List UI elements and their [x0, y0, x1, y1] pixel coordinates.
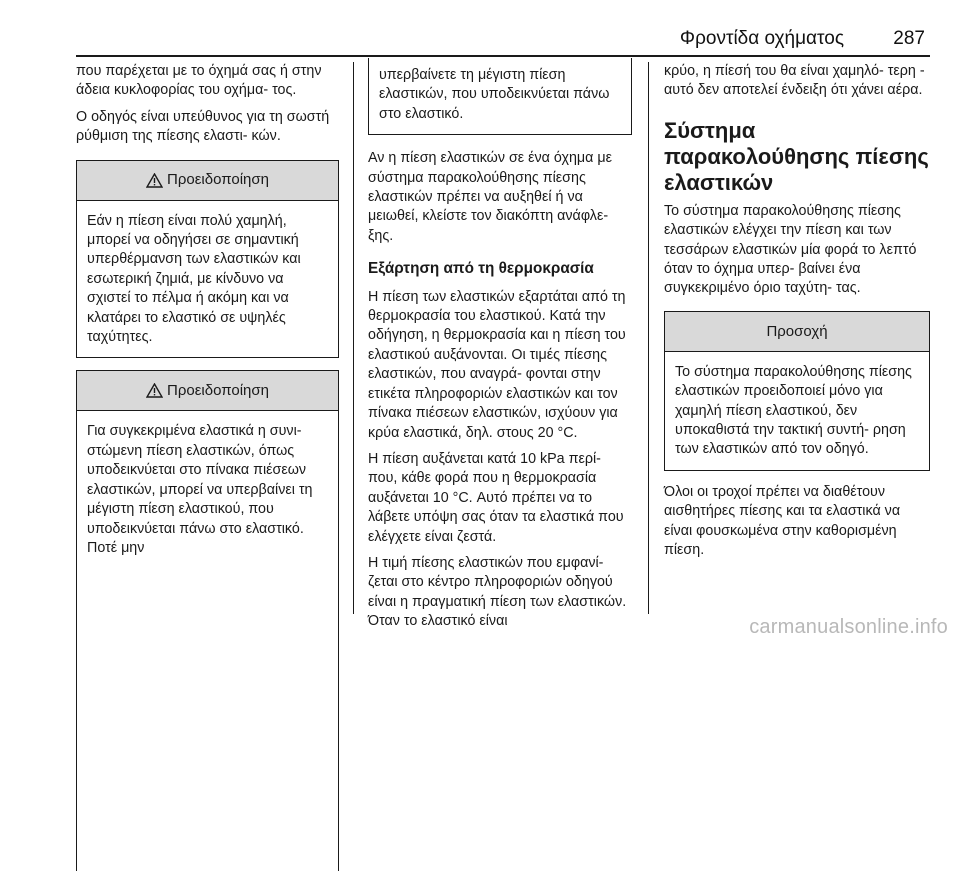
page-number: 287: [893, 28, 925, 49]
paragraph: Ο οδηγός είναι υπεύθυνος για τη σωστή ρύθμιση της πίεσης ελαστι- κών.: [76, 108, 330, 145]
warning-box-header: [77, 161, 338, 201]
warning-box-title: Προειδοποίηση: [167, 382, 269, 400]
warning-box-header: [77, 371, 338, 411]
paragraph: Η τιμή πίεσης ελαστικών που εμφανί- ζεται στο κέντρο πληροφοριών οδηγού είναι η πραγματική πίεση των ελαστικών. Όταν το ελαστικό είναι: [368, 554, 627, 630]
section-title: Φροντίδα οχήματος: [679, 28, 844, 49]
column-2: [368, 58, 632, 639]
caution-box-body: Το σύστημα παρακολούθησης πίεσης ελαστικών προειδοποιεί μόνο για χαμηλή πίεση ελαστικού, δεν υποκαθιστά την τακτική συντή- ρηση των ελαστικών από τον οδηγό.: [675, 363, 912, 458]
column-divider: [353, 62, 354, 614]
paragraph: Η πίεση των ελαστικών εξαρτάται από τη θερμοκρασία του ελαστικού. Κατά την οδήγηση, η θερμοκρασία και η πίεση του ελαστικού αυξάνονται. Οι τιμές πίεσης ελαστικών, που αναγρά- φονται στην ετικέτα πληροφοριών ελαστικών και τον πίνακα πιέσεων ελαστικών, ισχύουν για κρύα ελαστικά, δηλ. στους 20 °C.: [368, 288, 626, 441]
warning-box-body: Εάν η πίεση είναι πολύ χαμηλή, μπορεί να οδηγήσει σε σημαντική υπερθέρμανση των ελαστικών και εσωτερική ζημιά, με κίνδυνο να σχιστεί το πέλμα ή ακόμη και να κλατάρει το ελαστικό σε υψηλές ταχύτητες.: [87, 212, 301, 346]
warning-box-continuation: [368, 58, 632, 135]
warning-box: [76, 160, 339, 359]
paragraph: Όλοι οι τροχοί πρέπει να διαθέτουν αισθητήρες πίεσης και τα ελαστικά να είναι φουσκωμένα στην καθορισμένη πίεση.: [664, 483, 901, 559]
warning-box: [76, 370, 339, 871]
paragraph: Αν η πίεση ελαστικών σε ένα όχημα με σύστημα παρακολούθησης πίεσης ελαστικών πρέπει να αυξηθεί ή να μειωθεί, κλείστε τον διακόπτη ανάφλε- ξης.: [368, 150, 612, 244]
paragraph: κρύο, η πίεσή του θα είναι χαμηλό- τερη - αυτό δεν αποτελεί ένδειξη ότι χάνει αέρα.: [664, 63, 925, 99]
caution-box-title: Προσοχή: [766, 322, 828, 340]
header-rule: [76, 55, 930, 57]
paragraph: που παρέχεται με το όχημά σας ή στην άδεια κυκλοφορίας του οχήμα- τος.: [76, 63, 322, 99]
warning-triangle-icon: [146, 383, 163, 398]
caution-box-header: [665, 312, 929, 352]
page-header: [0, 0, 960, 54]
watermark: carmanualsonline.info: [749, 616, 948, 638]
warning-box-title: Προειδοποίηση: [167, 171, 269, 189]
warning-box-body: Για συγκεκριμένα ελαστικά η συνι- στώμενη πίεση ελαστικών, όπως υποδεικνύεται στο πίνακα πιέσεων ελαστικών, μπορεί να υπερβαίνει τη μέγιστη πίεση ελαστικού, που υποδεικνύεται πάνω στο ελαστικό. Ποτέ μην: [87, 423, 313, 556]
column-1: [76, 62, 339, 871]
paragraph: Το σύστημα παρακολούθησης πίεσης ελαστικών ελέγχει την πίεση και των τεσσάρων ελαστικών μία φορά το λεπτό όταν το όχημα υπερ- βαίνει ένα συγκεκριμένο όριο ταχύτη- τας.: [664, 202, 917, 297]
warning-triangle-icon: [146, 173, 163, 188]
warning-box-body: υπερβαίνετε τη μέγιστη πίεση ελαστικών, που υποδεικνύεται πάνω στο ελαστικό.: [379, 67, 610, 122]
column-3: [664, 62, 930, 568]
section-heading: Σύστημα παρακολούθησης πίεσης ελαστικών: [664, 117, 929, 195]
column-divider: [648, 62, 649, 614]
caution-box: [664, 311, 930, 471]
paragraph: Η πίεση αυξάνεται κατά 10 kPa περί- που, κάθε φορά που η θερμοκρασία αυξάνεται 10 °C. Αυτό πρέπει να το λάβετε υπόψη σας όταν τα ελαστικά που ελέγχετε είναι ζεστά.: [368, 450, 624, 545]
section-heading: Εξάρτηση από τη θερμοκρασία: [368, 260, 594, 278]
